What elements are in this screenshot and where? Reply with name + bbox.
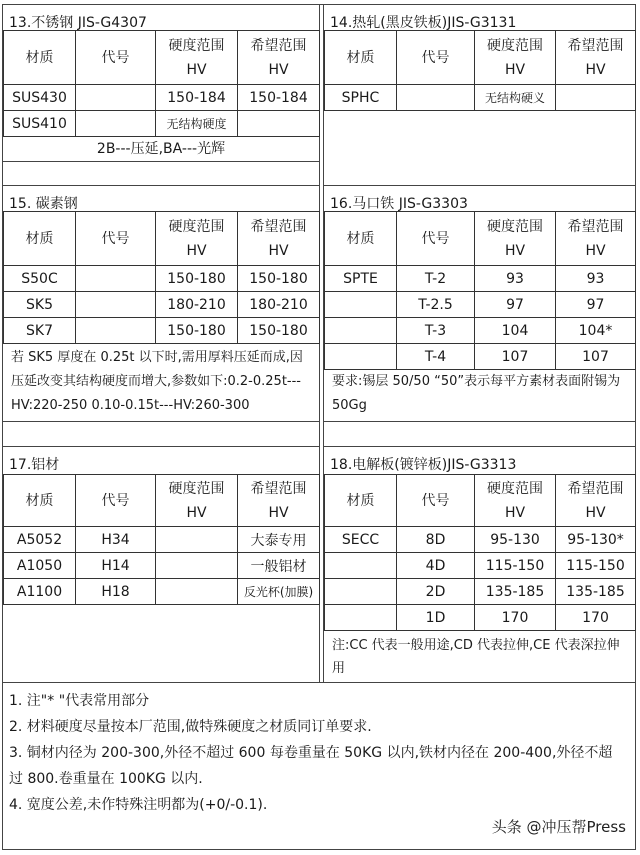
- table-row: [4, 579, 320, 605]
- table-cell: 135-185: [556, 579, 636, 605]
- table-cell: [325, 318, 397, 344]
- table-cell: 104: [475, 318, 556, 344]
- table-row: [325, 344, 636, 370]
- table-row: [4, 292, 320, 318]
- footer-divider: [2, 682, 636, 683]
- table-cell: H34: [76, 527, 156, 553]
- section-14-title: 14.热轧(黑皮铁板)JIS-G3131: [330, 15, 517, 31]
- table-cell: SUS430: [4, 85, 76, 111]
- table-cell: 104*: [556, 318, 636, 344]
- header-cell: 希望范围 HV: [556, 475, 636, 527]
- table-cell: 无结构硬度: [156, 111, 238, 137]
- table-cell: [325, 292, 397, 318]
- section-13-blank: [3, 161, 319, 186]
- table-cell: 180-210: [238, 292, 320, 318]
- table-cell: 大泰专用: [238, 527, 320, 553]
- header-cell: 希望范围 HV: [238, 212, 320, 266]
- header-cell: 材质: [4, 212, 76, 266]
- table-cell: 170: [475, 605, 556, 631]
- table-cell: [76, 318, 156, 344]
- table-cell: [325, 579, 397, 605]
- table-row: [325, 85, 636, 111]
- header-cell: 材质: [325, 212, 397, 266]
- table-cell: 170: [556, 605, 636, 631]
- table-cell: 115-150: [475, 553, 556, 579]
- table-cell: 150-180: [238, 318, 320, 344]
- section-18-note: 注:CC 代表一般用途,CD 代表拉伸,CE 代表深拉伸用: [332, 638, 620, 676]
- table-cell: 4D: [397, 553, 475, 579]
- section-14-blank: [324, 110, 635, 186]
- footer-note-2: 2. 材料硬度尽量按本厂范围,做特殊硬度之材质同订单要求.: [9, 719, 372, 735]
- table-row: [325, 553, 636, 579]
- table-row: [325, 527, 636, 553]
- table-cell: SECC: [325, 527, 397, 553]
- table-cell: [76, 85, 156, 111]
- table-cell: 1D: [397, 605, 475, 631]
- header-cell: 希望范围 HV: [556, 31, 636, 85]
- table-row: [4, 553, 320, 579]
- table-row: [325, 318, 636, 344]
- table-cell: 150-184: [156, 85, 238, 111]
- section-16-blank: [324, 422, 635, 447]
- table-row: [325, 266, 636, 292]
- section-18: [324, 446, 635, 476]
- section-16-note: 要求:锡层 50/50 “50”表示每平方素材表面附锡为 50Gg: [324, 368, 635, 422]
- section-18-title: 18.电解板(镀锌板)JIS-G3313: [330, 457, 517, 473]
- header-row: [325, 212, 636, 266]
- table-row: [4, 85, 320, 111]
- table-row: [4, 266, 320, 292]
- table-cell: 115-150: [556, 553, 636, 579]
- header-cell: 硬度范围 HV: [156, 31, 238, 85]
- section-15-note: 若 SK5 厚度在 0.25t 以下时,需用厚料压延而成,因压延改变其结构硬度而增大,参数如下:0.2-0.25t---HV:220-250 0.10-0.15t---HV:260-300: [3, 344, 319, 422]
- header-cell: 硬度范围 HV: [475, 31, 556, 85]
- table-cell: T-4: [397, 344, 475, 370]
- header-cell: 材质: [325, 475, 397, 527]
- table-cell: 一般铝材: [238, 553, 320, 579]
- header-cell: 希望范围 HV: [238, 475, 320, 527]
- table-cell: SUS410: [4, 111, 76, 137]
- table-cell: SPHC: [325, 85, 397, 111]
- table-cell: 2D: [397, 579, 475, 605]
- table-cell: 150-180: [156, 266, 238, 292]
- table-cell: [556, 85, 636, 111]
- table-cell: 反光杯(加膜): [238, 579, 320, 605]
- header-cell: 材质: [4, 475, 76, 527]
- table-cell: H18: [76, 579, 156, 605]
- table-cell: A1050: [4, 553, 76, 579]
- footer-note-4: 4. 宽度公差,未作特殊注明都为(+0/-0.1).: [9, 797, 268, 813]
- table-cell: T-3: [397, 318, 475, 344]
- table-cell: 95-130: [475, 527, 556, 553]
- section-15-title: 15. 碳素钢: [9, 196, 78, 212]
- table-15: [3, 211, 320, 344]
- table-cell: 150-184: [238, 85, 320, 111]
- table-cell: [156, 527, 238, 553]
- table-cell: S50C: [4, 266, 76, 292]
- table-row: [4, 111, 320, 137]
- table-cell: T-2: [397, 266, 475, 292]
- table-row: [325, 579, 636, 605]
- header-cell: 希望范围 HV: [556, 212, 636, 266]
- table-row: [4, 318, 320, 344]
- table-row: [4, 527, 320, 553]
- table-row: [325, 292, 636, 318]
- header-cell: 硬度范围 HV: [475, 475, 556, 527]
- table-row: [325, 605, 636, 631]
- header-cell: 硬度范围 HV: [475, 212, 556, 266]
- section-13-title: 13.不锈钢 JIS-G4307: [9, 15, 147, 31]
- table-cell: 107: [475, 344, 556, 370]
- table-cell: [156, 553, 238, 579]
- header-cell: 代号: [397, 31, 475, 85]
- table-cell: 93: [475, 266, 556, 292]
- table-cell: SK7: [4, 318, 76, 344]
- table-cell: [325, 344, 397, 370]
- table-cell: 95-130*: [556, 527, 636, 553]
- table-cell: 107: [556, 344, 636, 370]
- footer-note-3-cont: 过 800.卷重量在 100KG 以内.: [9, 771, 203, 787]
- header-row: [4, 475, 320, 527]
- table-17: [3, 474, 320, 605]
- table-cell: 8D: [397, 527, 475, 553]
- table-cell: [156, 579, 238, 605]
- table-cell: 93: [556, 266, 636, 292]
- header-cell: 代号: [397, 212, 475, 266]
- table-cell: 180-210: [156, 292, 238, 318]
- header-cell: 代号: [76, 475, 156, 527]
- header-row: [325, 475, 636, 527]
- table-cell: SK5: [4, 292, 76, 318]
- header-cell: 材质: [325, 31, 397, 85]
- footer-note-1: 1. 注"* "代表常用部分: [9, 693, 150, 709]
- watermark: 头条 @冲压帮Press: [491, 818, 626, 836]
- header-cell: 代号: [76, 31, 156, 85]
- table-cell: 150-180: [238, 266, 320, 292]
- table-cell: 97: [556, 292, 636, 318]
- header-cell: 硬度范围 HV: [156, 212, 238, 266]
- table-cell: [76, 266, 156, 292]
- header-cell: 代号: [397, 475, 475, 527]
- header-cell: 材质: [4, 31, 76, 85]
- table-16: [324, 211, 636, 370]
- table-cell: SPTE: [325, 266, 397, 292]
- table-cell: 150-180: [156, 318, 238, 344]
- table-cell: H14: [76, 553, 156, 579]
- header-row: [325, 31, 636, 85]
- header-cell: 代号: [76, 212, 156, 266]
- table-cell: 97: [475, 292, 556, 318]
- table-cell: A5052: [4, 527, 76, 553]
- header-row: [4, 31, 320, 85]
- table-cell: A1100: [4, 579, 76, 605]
- section-15-blank: [3, 422, 319, 447]
- table-cell: [76, 111, 156, 137]
- footer-note-3: 3. 铜材内径为 200-300,外径不超过 600 每卷重量在 50KG 以内,铁材内径在 200-400,外径不超: [9, 745, 613, 761]
- table-18: [324, 474, 636, 631]
- table-13: [3, 30, 320, 137]
- table-cell: [238, 111, 320, 137]
- table-cell: T-2.5: [397, 292, 475, 318]
- table-14: [324, 30, 636, 111]
- header-row: [4, 212, 320, 266]
- header-cell: 硬度范围 HV: [156, 475, 238, 527]
- table-cell: 无结构硬义: [475, 85, 556, 111]
- table-cell: [76, 292, 156, 318]
- section-17-title: 17.铝材: [9, 457, 60, 473]
- table-cell: 135-185: [475, 579, 556, 605]
- table-cell: [397, 85, 475, 111]
- table-cell: [325, 553, 397, 579]
- section-17: [3, 446, 319, 476]
- section-16-title: 16.马口铁 JIS-G3303: [330, 196, 468, 212]
- table-cell: [325, 605, 397, 631]
- section-13-note: 2B---压延,BA---光辉: [3, 137, 319, 162]
- header-cell: 希望范围 HV: [238, 31, 320, 85]
